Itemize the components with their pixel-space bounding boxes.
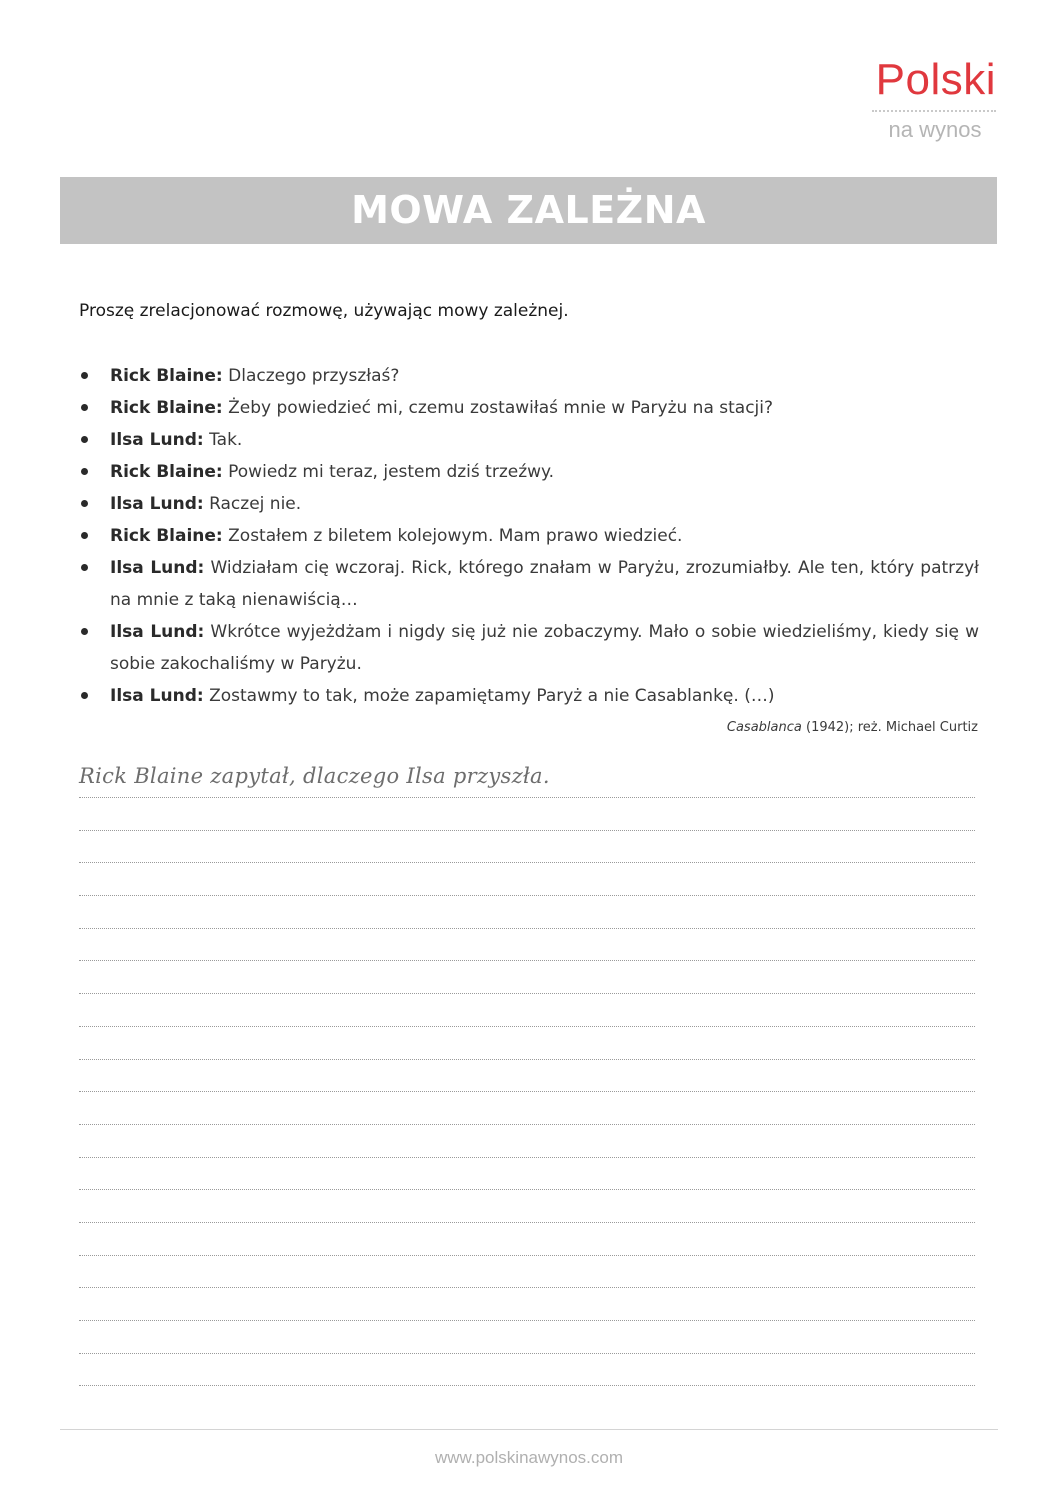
film-source-citation — [727, 717, 978, 739]
dialogue-line — [79, 520, 979, 552]
example-answer: Rick Blaine zapytał, dlaczego Ilsa przyszła. — [79, 763, 975, 798]
answer-line — [79, 1288, 975, 1321]
answer-line — [79, 1125, 975, 1158]
answer-line — [79, 896, 975, 929]
speaker-name: Rick Blaine: — [110, 398, 223, 418]
bullet-icon — [81, 404, 88, 411]
answer-line — [79, 831, 975, 864]
dialogue-line — [79, 392, 979, 424]
dialogue-line — [79, 360, 979, 392]
footer-divider — [60, 1429, 998, 1430]
footer-website: www.polskinawynos.com — [434, 1448, 623, 1467]
answer-line — [79, 1321, 975, 1354]
dialogue-line — [79, 456, 979, 488]
answer-line — [79, 1060, 975, 1093]
speaker-name: Ilsa Lund: — [110, 558, 205, 578]
dialogue-list — [79, 360, 979, 712]
answer-line — [79, 1256, 975, 1289]
speaker-name: Rick Blaine: — [110, 526, 223, 546]
dialogue-text: Raczej nie. — [209, 494, 302, 514]
answer-line — [79, 1223, 975, 1256]
answer-line — [79, 994, 975, 1027]
dialogue-text: Zostałem z biletem kolejowym. Mam prawo wiedzieć. — [228, 526, 683, 546]
speaker-name: Ilsa Lund: — [110, 622, 205, 642]
dialogue-text: Zostawmy to tak, może zapamiętamy Paryż a nie Casablankę. (…) — [209, 686, 775, 706]
bullet-icon — [81, 436, 88, 443]
title-banner — [60, 177, 997, 244]
answer-line — [79, 961, 975, 994]
dialogue-line — [79, 424, 979, 456]
bullet-icon — [81, 500, 88, 507]
bullet-icon — [81, 532, 88, 539]
dialogue-text: Widziałam cię wczoraj. Rick, którego znałam w Paryżu, zrozumiałby. Ale ten, który patrzył na mnie z taką nienawiścią… — [110, 558, 979, 610]
answer-writing-area — [79, 763, 975, 1386]
speaker-name: Rick Blaine: — [110, 462, 223, 482]
polski-na-wynos-logo — [866, 56, 996, 142]
task-instruction: Proszę zrelacjonować rozmowę, używając mowy zależnej. — [79, 301, 569, 321]
dialogue-line — [79, 488, 979, 520]
answer-line — [79, 798, 975, 831]
bullet-icon — [81, 692, 88, 699]
blank-answer-lines — [79, 798, 975, 1386]
answer-line — [79, 929, 975, 962]
film-title: Casablanca — [726, 720, 802, 735]
page-title: MOWA ZALEŻNA — [351, 188, 706, 232]
dialogue-text: Tak. — [209, 430, 243, 450]
speaker-name: Ilsa Lund: — [110, 494, 204, 514]
logo-wordmark: Polski — [875, 55, 996, 104]
logo-dotted-divider — [872, 110, 996, 112]
dialogue-line — [79, 680, 979, 712]
bullet-icon — [81, 372, 88, 379]
answer-line — [79, 1027, 975, 1060]
dialogue-text: Dlaczego przyszłaś? — [228, 366, 400, 386]
logo-tagline: na wynos — [888, 117, 982, 142]
bullet-icon — [81, 468, 88, 475]
answer-line — [79, 1190, 975, 1223]
dialogue-line — [79, 552, 979, 616]
answer-line — [79, 1158, 975, 1191]
dialogue-text: Powiedz mi teraz, jestem dziś trzeźwy. — [228, 462, 555, 482]
answer-line — [79, 1092, 975, 1125]
answer-line — [79, 1354, 975, 1387]
bullet-icon — [81, 628, 88, 635]
speaker-name: Ilsa Lund: — [110, 430, 204, 450]
bullet-icon — [81, 564, 88, 571]
dialogue-text: Żeby powiedzieć mi, czemu zostawiłaś mnie w Paryżu na stacji? — [228, 398, 774, 418]
film-details: (1942); reż. Michael Curtiz — [801, 720, 978, 735]
dialogue-text: Wkrótce wyjeżdżam i nigdy się już nie zobaczymy. Mało o sobie wiedzieliśmy, kiedy się w sobie zakochaliśmy w Paryżu. — [110, 622, 979, 674]
speaker-name: Rick Blaine: — [110, 366, 223, 386]
speaker-name: Ilsa Lund: — [110, 686, 204, 706]
dialogue-line — [79, 616, 979, 680]
answer-line — [79, 863, 975, 896]
